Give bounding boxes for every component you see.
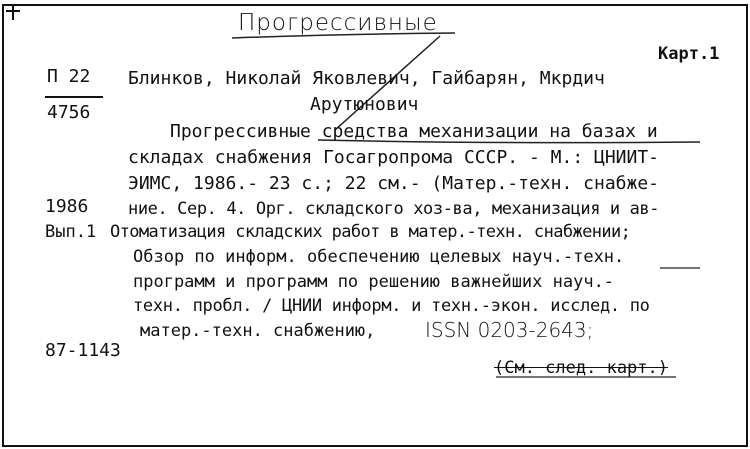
issn-handwritten: ISSN 0203-2643; [425, 318, 594, 342]
entry-line-5: ЭИМС, 1986.- 23 с.; 22 см.- (Матер.-техн. снабже- [128, 173, 660, 194]
entry-line-11: матер.-техн. снабжению, [140, 321, 376, 341]
entry-line-7: Отоматизация складских работ в матер.-техн. снабжении; [110, 222, 631, 242]
entry-line-8: Обзор по информ. обеспечению целевых науч.-техн. [133, 247, 625, 267]
entry-line-10: техн. пробл. / ЦНИИ информ. и техн.-экон. исслед. по [133, 296, 650, 316]
corner-mark [12, 4, 14, 20]
handwritten-note: Прогрессивные [238, 10, 438, 36]
publication-year: 1986 [45, 196, 89, 217]
registration-number: 87-1143 [45, 340, 121, 361]
entry-line-9: программ и программ по решению важнейших науч.- [133, 272, 615, 292]
issue-number: Вып.1 [45, 222, 97, 242]
entry-line-6: ние. Сер. 4. Орг. складского хоз-ва, механизация и ав- [128, 199, 660, 219]
entry-line-3: Прогрессивные средства механизации на базах и [170, 121, 658, 142]
entry-line-4: складах снабжения Госагропрома СССР. - М.: ЦНИИТ- [128, 147, 660, 168]
card-border-bottom [2, 445, 748, 447]
entry-line-1: Блинков, Николай Яковлевич, Гайбарян, Мкрдич [128, 68, 605, 89]
entry-line-2: Арутюнович [310, 94, 419, 115]
continuation-note: (См. след. карт.) [494, 358, 668, 378]
card-border-left [2, 4, 4, 446]
card-number: Карт.1 [658, 44, 720, 64]
index-divider [45, 96, 103, 98]
inventory-number: 4756 [47, 102, 91, 123]
corner-mark-bar [6, 10, 20, 12]
card-border-right [746, 4, 748, 446]
class-index: П 22 [47, 66, 91, 87]
card-border-top [2, 4, 748, 6]
